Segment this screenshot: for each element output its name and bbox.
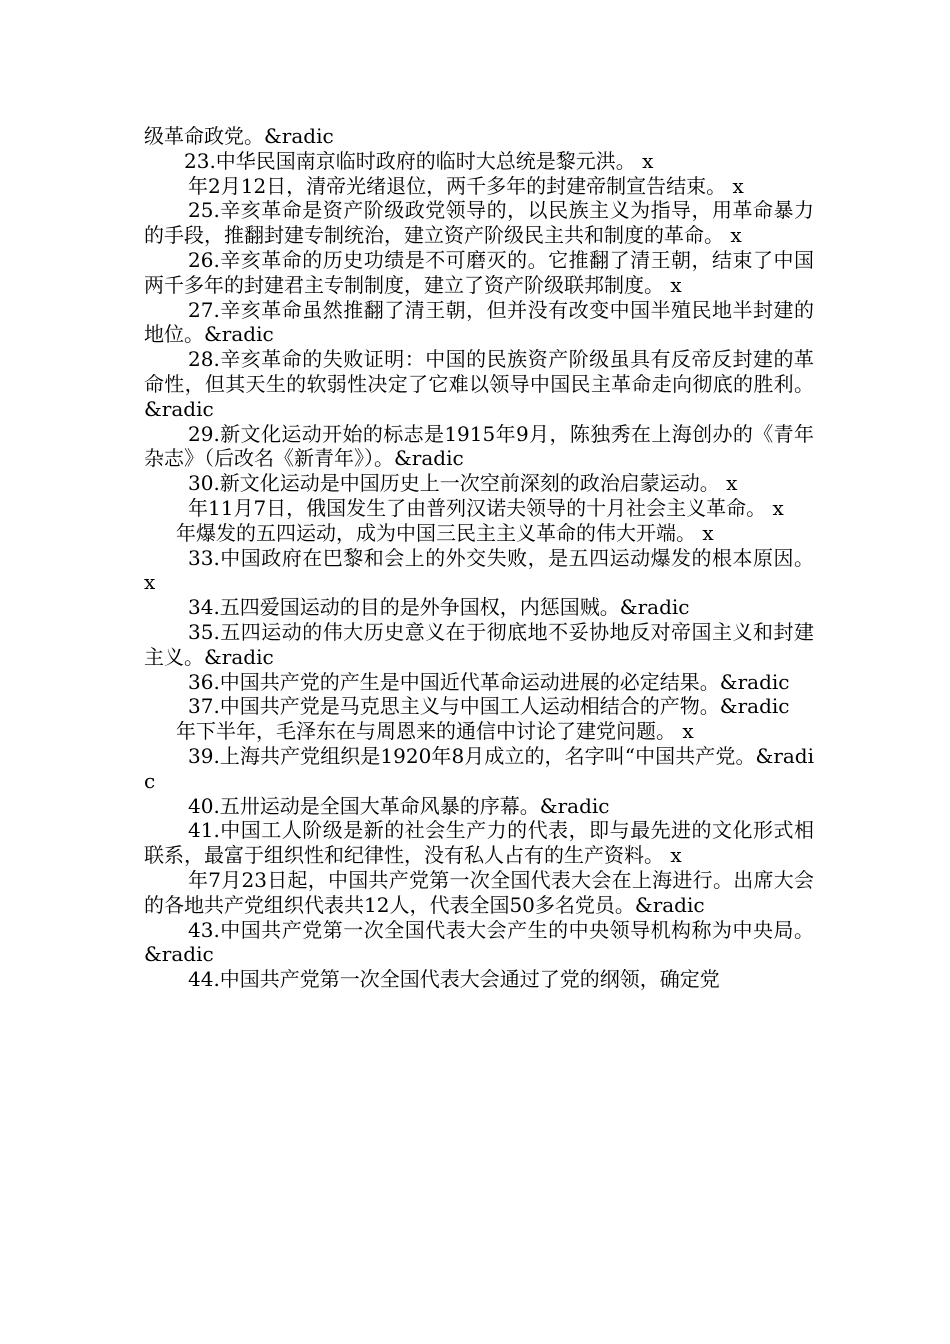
paragraph-5: 26.辛亥革命的历史功绩是不可磨灭的。它推翻了清王朝，结束了中国两千多年的封建君主专制制度，建立了资产阶级联邦制度。 x <box>144 247 814 297</box>
paragraph-7: 28.辛亥革命的失败证明：中国的民族资产阶级虽具有反帝反封建的革命性，但其天生的软弱性决定了它难以领导中国民主革命走向彻底的胜利。&radic <box>144 347 814 421</box>
paragraph-23: 44.中国共产党第一次全国代表大会通过了党的纲领，确定党 <box>188 967 720 992</box>
paragraph-10: 年11月7日，俄国发生了由普列汉诺夫领导的十月社会主义革命。 x <box>188 495 784 520</box>
paragraph-14: 35.五四运动的伟大历史意义在于彻底地不妥协地反对帝国主义和封建主义。&radic <box>144 619 814 669</box>
paragraph-18: 39.上海共产党组织是1920年8月成立的，名字叫“中国共产党。&radic <box>144 743 814 793</box>
paragraph-15: 36.中国共产党的产生是中国近代革命运动进展的必定结果。&radic <box>188 669 790 694</box>
paragraph-22: 43.中国共产党第一次全国代表大会产生的中央领导机构称为中央局。&radic <box>144 917 814 967</box>
paragraph-4: 25.辛亥革命是资产阶级政党领导的，以民族主义为指导，用革命暴力的手段，推翻封建专制统治，建立资产阶级民主共和制度的革命。 x <box>144 198 814 248</box>
paragraph-20: 41.中国工人阶级是新的社会生产力的代表，即与最先进的文化形式相联系，最富于组织性和纪律性，没有私人占有的生产资料。 x <box>144 818 814 868</box>
paragraph-2: 23.中华民国南京临时政府的临时大总统是黎元洪。 x <box>184 148 654 173</box>
paragraph-8: 29.新文化运动开始的标志是1915年9月，陈独秀在上海创办的《青年杂志》（后改名《新青年》）。&radic <box>144 421 814 471</box>
paragraph-21: 年7月23日起，中国共产党第一次全国代表大会在上海进行。出席大会的各地共产党组织代表共12人，代表全国50多名党员。&radic <box>144 867 814 917</box>
paragraph-9: 30.新文化运动是中国历史上一次空前深刻的政治启蒙运动。 x <box>188 471 738 496</box>
paragraph-3: 年2月12日，清帝光绪退位，两千多年的封建帝制宣告结束。 x <box>188 173 744 198</box>
paragraph-16: 37.中国共产党是马克思主义与中国工人运动相结合的产物。&radic <box>188 694 790 719</box>
paragraph-11: 年爆发的五四运动，成为中国三民主主义革命的伟大开端。 x <box>176 520 714 545</box>
document-body <box>144 124 814 992</box>
paragraph-13: 34.五四爱国运动的目的是外争国权，内惩国贼。&radic <box>188 595 690 620</box>
paragraph-17: 年下半年，毛泽东在与周恩来的通信中讨论了建党问题。 x <box>176 719 694 744</box>
paragraph-12: 33.中国政府在巴黎和会上的外交失败，是五四运动爆发的根本原因。 x <box>144 545 814 595</box>
paragraph-6: 27.辛亥革命虽然推翻了清王朝，但并没有改变中国半殖民地半封建的地位。&radic <box>144 297 814 347</box>
paragraph-1: 级革命政党。&radic <box>144 124 334 148</box>
paragraph-19: 40.五卅运动是全国大革命风暴的序幕。&radic <box>188 793 610 818</box>
